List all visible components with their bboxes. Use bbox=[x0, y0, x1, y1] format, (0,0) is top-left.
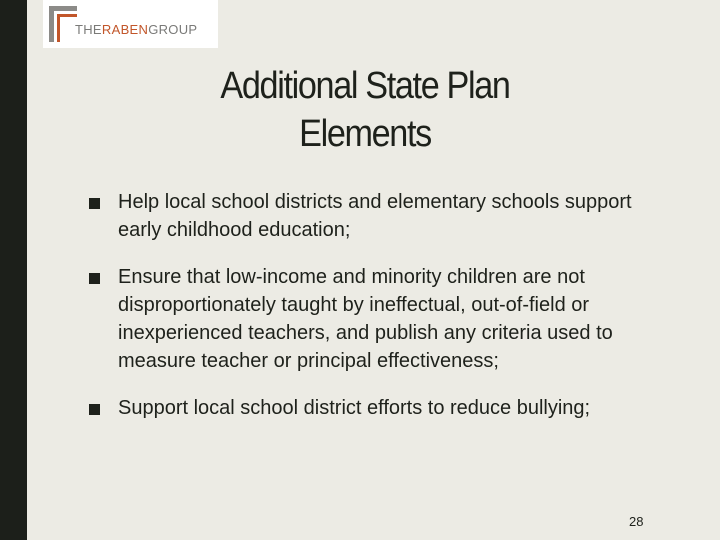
bullet-item-1 bbox=[86, 188, 656, 244]
raben-group-logo bbox=[43, 0, 218, 48]
bullet-item-3 bbox=[86, 394, 656, 422]
bullet-text-2: Ensure that low-income and minority children are not disproportionately taught by ineffectual, out-of-field or inexperienced teachers, and publish any criteria used to measure teacher or principal effectiveness; bbox=[118, 266, 613, 372]
bullet-item-2 bbox=[86, 263, 656, 375]
logo-text-raben: RABEN bbox=[101, 22, 149, 37]
page-number: 28 bbox=[629, 514, 644, 529]
square-bullet-icon bbox=[89, 198, 100, 209]
logo-text-the: THE bbox=[75, 22, 102, 37]
square-bullet-icon bbox=[89, 404, 100, 415]
logo-text bbox=[75, 22, 197, 37]
bullet-list bbox=[86, 188, 656, 441]
slide-title-line-1: Additional State Plan bbox=[220, 65, 510, 107]
logo-mark-icon bbox=[49, 6, 77, 42]
bullet-text-1: Help local school districts and elementary schools support early childhood education; bbox=[118, 191, 632, 241]
left-sidebar-bar bbox=[0, 0, 27, 540]
slide-title bbox=[163, 62, 568, 158]
square-bullet-icon bbox=[89, 273, 100, 284]
bullet-text-3: Support local school district efforts to reduce bullying; bbox=[118, 397, 591, 419]
logo-text-group: GROUP bbox=[148, 22, 198, 37]
slide-title-line-2: Elements bbox=[299, 113, 431, 155]
